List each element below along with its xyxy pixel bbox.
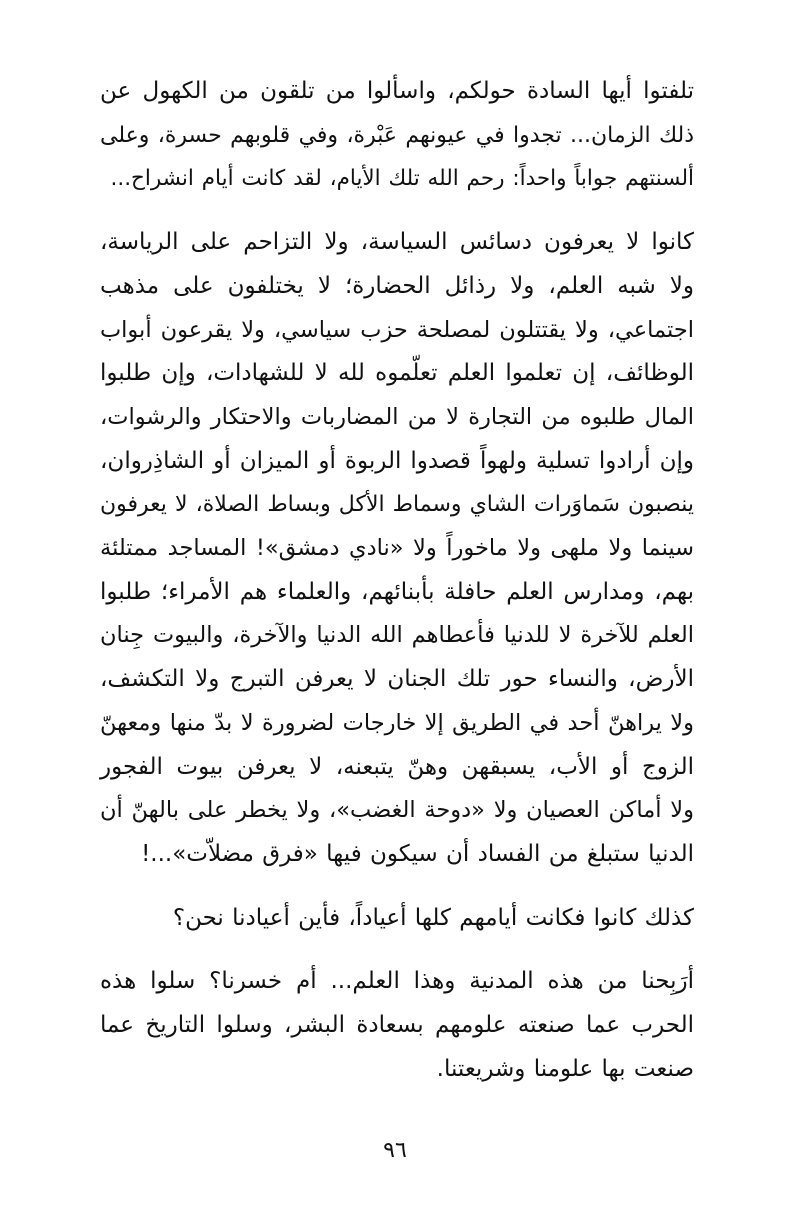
text-line: أرَبِحنا من هذه المدنية وهذا العلم... أم خسرنا؟ سلوا هذه xyxy=(100,968,694,995)
paragraph-1 xyxy=(100,70,694,201)
page-body xyxy=(100,70,694,1091)
text-line: ولا أماكن العصيان ولا «دوحة الغضب»، ولا يخطر على بالهنّ أن xyxy=(100,797,694,824)
text-line: ذلك الزمان... تجدوا في عيونهم عَبْرة، وفي قلوبهم حسرة، وعلى xyxy=(100,122,694,148)
paragraph-3 xyxy=(100,897,694,941)
text-line: ولا شبه العلم، ولا رذائل الحضارة؛ لا يختلفون على مذهب xyxy=(100,272,694,299)
page-number: ٩٦ xyxy=(383,1138,407,1163)
text-line: كذلك كانوا فكانت أيامهم كلها أعياداً، فأين أعيادنا نحن؟ xyxy=(172,904,694,931)
text-line: الدنيا ستبلغ من الفساد أن سيكون فيها «فرق مضلاّت»...! xyxy=(141,840,694,867)
text-line: الحرب عما صنعته علومهم بسعادة البشر، وسلوا التاريخ عما xyxy=(100,1012,694,1039)
text-line: بهم، ومدارس العلم حافلة بأبنائهم، والعلماء هم الأمراء؛ طلبوا xyxy=(100,578,694,605)
text-line: وإن أرادوا تسلية ولهواً قصدوا الربوة أو الميزان أو الشاذِروان، xyxy=(100,447,694,474)
text-line: ولا يراهنّ أحد في الطريق إلا خارجات لضرورة لا بدّ منها ومعهنّ xyxy=(100,709,694,736)
text-line: تلفتوا أيها السادة حولكم، واسألوا من تلقون من الكهول عن xyxy=(100,78,694,104)
text-line: اجتماعي، ولا يقتتلون لمصلحة حزب سياسي، ولا يقرعون أبواب xyxy=(100,316,694,343)
text-line: العلم للآخرة لا للدنيا فأعطاهم الله الدنيا والآخرة، والبيوت جِنان xyxy=(100,622,694,649)
text-line: صنعت بها علومنا وشريعتنا. xyxy=(436,1055,694,1082)
text-line: الوظائف، إن تعلموا العلم تعلّموه لله لا للشهادات، وإن طلبوا xyxy=(100,360,694,387)
text-line: الأرض، والنساء حور تلك الجنان لا يعرفن التبرج ولا التكشف، xyxy=(100,666,694,693)
text-line: ألسنتهم جواباً واحداً: رحم الله تلك الأيام، لقد كانت أيام انشراح... xyxy=(110,166,694,192)
text-line: ينصبون سَماوَرات الشاي وسماط الأكل وبساط الصلاة، لا يعرفون xyxy=(100,492,694,518)
text-line: كانوا لا يعرفون دسائس السياسة، ولا التزاحم على الرياسة، xyxy=(100,229,694,256)
text-line: المال طلبوه من التجارة لا من المضاربات والاحتكار والرشوات، xyxy=(100,403,694,430)
text-line: الزوج أو الأب، يسبقهن وهنّ يتبعنه، لا يعرفن بيوت الفجور xyxy=(100,753,694,780)
paragraph-4 xyxy=(100,960,694,1091)
paragraph-2 xyxy=(100,221,694,877)
text-line: سينما ولا ملهى ولا ماخوراً ولا «نادي دمشق»! المساجد ممتلئة xyxy=(100,535,694,562)
